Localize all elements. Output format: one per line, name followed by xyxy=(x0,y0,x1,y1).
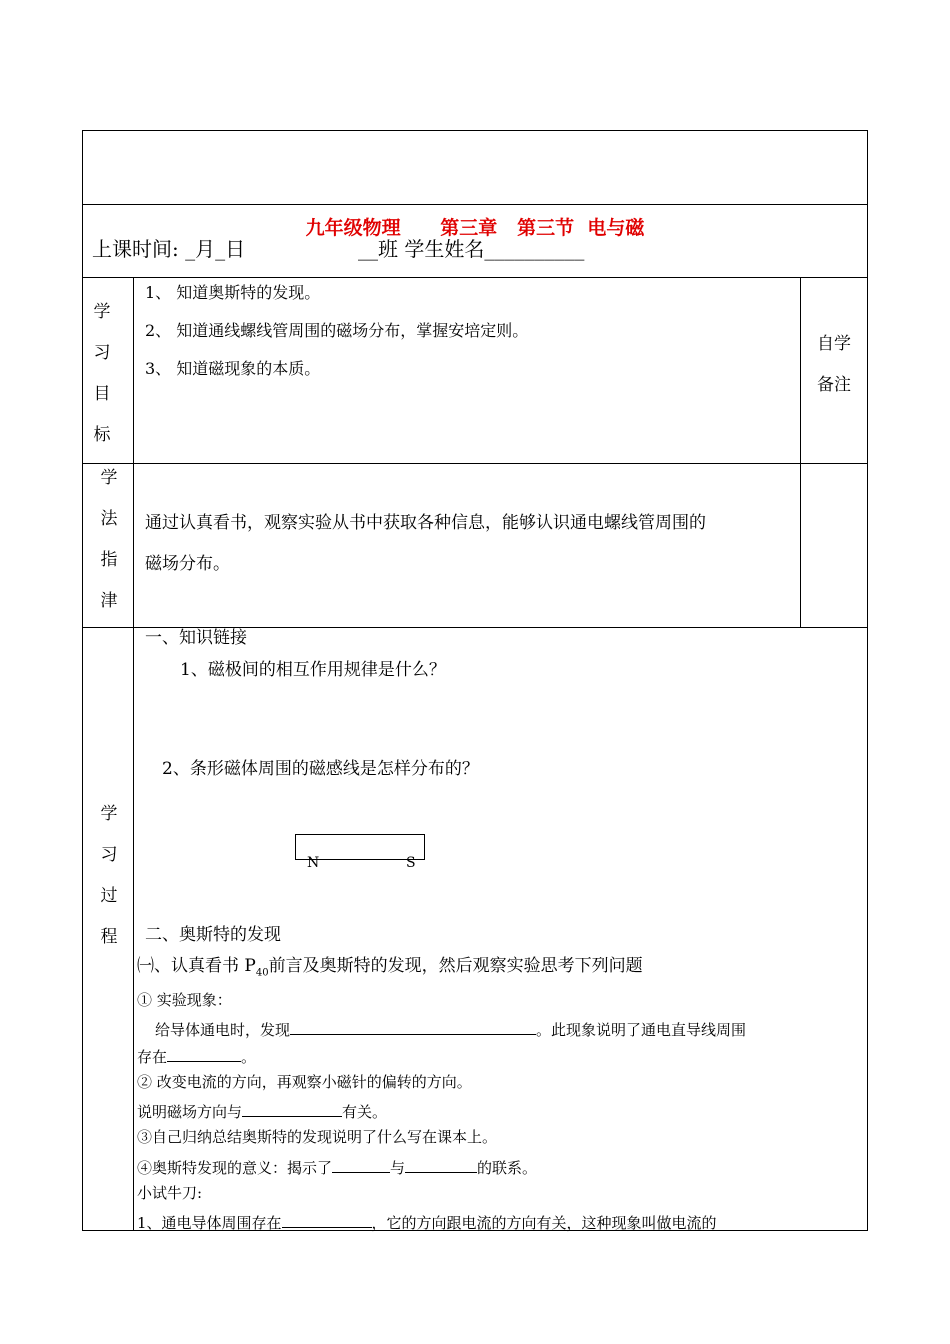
practice-question: 1、通电导体周围存在 ，它的方向跟电流的方向有关，这种现象叫做电流的 xyxy=(137,1214,717,1232)
answer-blank[interactable] xyxy=(167,1047,241,1062)
table-border-top xyxy=(82,130,868,131)
goal-item: 2、 知道通线螺线管周围的磁场分布，掌握安培定则。 xyxy=(145,321,529,340)
practice-heading: 小试牛刀: xyxy=(137,1184,203,1202)
experiment-line: 存在 。 xyxy=(137,1048,257,1066)
goal-item: 3、 知道磁现象的本质。 xyxy=(145,359,321,378)
process-side-label: 学 习 过 程 xyxy=(100,804,118,947)
goals-side-label: 学 习 目 标 xyxy=(93,302,111,445)
class-time-field: 上课时间: _月_日 xyxy=(92,237,246,261)
experiment-step: ③自己归纳总结奥斯特的发现说明了什么写在课本上。 xyxy=(137,1128,498,1146)
answer-blank[interactable] xyxy=(282,1213,372,1228)
question: 2、条形磁体周围的磁感线是怎样分布的？ xyxy=(162,759,479,779)
question: 1、磁极间的相互作用规律是什么？ xyxy=(180,660,446,680)
row-divider-method xyxy=(82,463,868,464)
column-divider-notes xyxy=(800,277,801,627)
answer-blank[interactable] xyxy=(290,1020,536,1035)
goal-item: 1、 知道奥斯特的发现。 xyxy=(145,283,321,302)
table-border-left xyxy=(82,130,83,1230)
column-divider-label xyxy=(133,277,134,1230)
experiment-line: 给导体通电时，发现 。此现象说明了通电直导线周围 xyxy=(155,1021,747,1039)
answer-blank[interactable] xyxy=(405,1158,477,1173)
section-heading: 一、知识链接 xyxy=(145,628,247,648)
answer-blank[interactable] xyxy=(332,1158,390,1173)
section-heading: 二、奥斯特的发现 xyxy=(145,925,281,945)
reading-instruction: ㈠、认真看书 $P_{40}$前言及奥斯特的发现，然后观察实验思考下列问题 xyxy=(137,956,643,979)
student-name-field: __班 学生姓名__________ xyxy=(358,237,585,261)
page-title: 九年级物理 第三章 第三节 电与磁 xyxy=(305,217,645,239)
experiment-line: ④奥斯特发现的意义：揭示了 与 的联系。 xyxy=(137,1159,538,1177)
magnet-south-label: S xyxy=(406,855,416,871)
method-side-label: 学 法 指 津 xyxy=(100,468,118,611)
experiment-label: ① 实验现象： xyxy=(137,991,232,1009)
method-text: 磁场分布。 xyxy=(145,554,230,574)
method-text: 通过认真看书，观察实验从书中获取各种信息，能够认识通电螺线管周围的 xyxy=(145,513,706,533)
page-number-subscript: 40 xyxy=(255,967,269,979)
notes-side-label: 自学 xyxy=(817,334,851,354)
experiment-line: 说明磁场方向与 有关。 xyxy=(137,1103,388,1121)
row-divider-goals xyxy=(82,277,868,278)
magnet-north-label: N xyxy=(307,855,320,871)
row-divider-header xyxy=(82,204,868,205)
answer-blank[interactable] xyxy=(242,1102,342,1117)
notes-side-label: 备注 xyxy=(817,375,851,395)
experiment-step: ② 改变电流的方向，再观察小磁针的偏转的方向。 xyxy=(137,1073,472,1091)
table-border-right xyxy=(867,130,868,1230)
